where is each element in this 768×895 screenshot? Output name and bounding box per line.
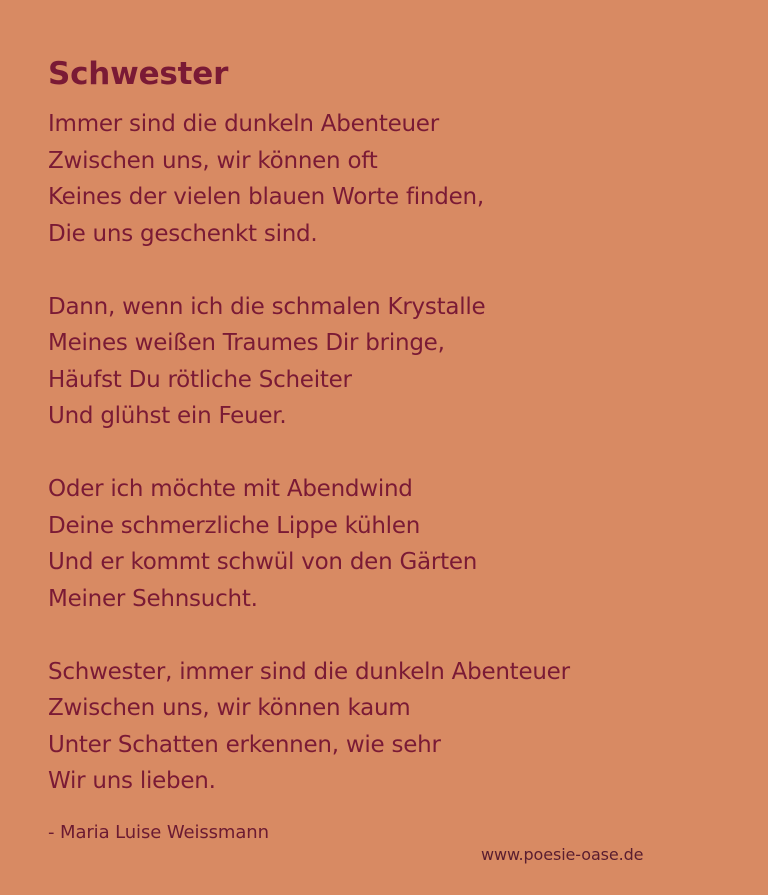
- poem-title: Schwester: [48, 56, 229, 92]
- stanza-3: [48, 471, 738, 617]
- stanza-2: [48, 289, 738, 435]
- poem-line: Und er kommt schwül von den Gärten: [48, 549, 478, 575]
- poem-line: Dann, wenn ich die schmalen Krystalle: [48, 293, 486, 320]
- poem-line: Unter Schatten erkennen, wie sehr: [48, 731, 441, 758]
- poem-line: Die uns geschenkt sind.: [48, 220, 318, 247]
- stanza-1: [48, 106, 738, 252]
- poem-author: - Maria Luise Weissmann: [48, 822, 269, 843]
- website-watermark: www.poesie-oase.de: [481, 845, 644, 864]
- poem-line: Deine schmerzliche Lippe kühlen: [48, 512, 421, 539]
- stanza-4: [48, 654, 738, 800]
- poem-line: Wir uns lieben.: [48, 768, 216, 794]
- poem-line: Immer sind die dunkeln Abenteuer: [48, 111, 439, 137]
- poem-line: Oder ich möchte mit Abendwind: [48, 476, 413, 502]
- poem-line: Schwester, immer sind die dunkeln Abenteuer: [48, 658, 570, 685]
- poem-line: Zwischen uns, wir können kaum: [48, 695, 411, 721]
- poem-body: [48, 106, 738, 836]
- poem-line: Häufst Du rötliche Scheiter: [48, 366, 352, 393]
- poem-line: Meines weißen Traumes Dir bringe,: [48, 330, 445, 356]
- poem-line: Und glühst ein Feuer.: [48, 403, 287, 429]
- poem-line: Zwischen uns, wir können oft: [48, 147, 378, 174]
- poem-line: Keines der vielen blauen Worte finden,: [48, 184, 484, 210]
- poem-line: Meiner Sehnsucht.: [48, 585, 258, 612]
